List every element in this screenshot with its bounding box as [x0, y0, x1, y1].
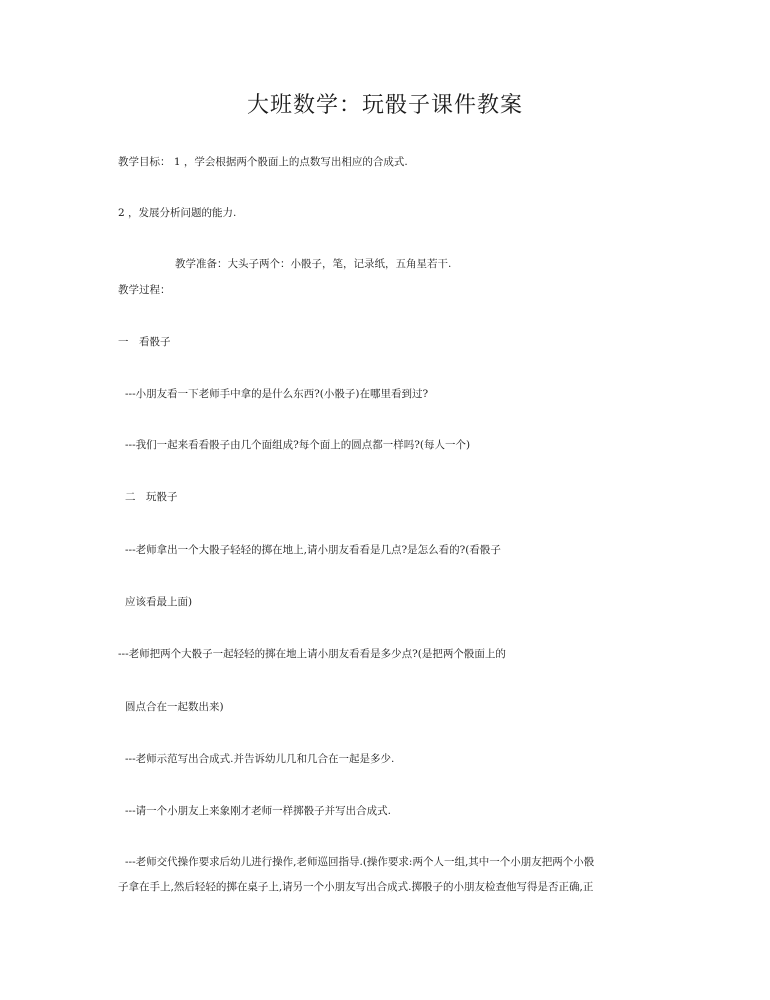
- paragraph-line: ---请一个小朋友上来象刚才老师一样掷骰子并写出合成式.: [125, 805, 391, 817]
- paragraph-line: 圆点合在一起数出来): [125, 701, 224, 713]
- paragraph-line: ---老师示范写出合成式.并告诉幼儿几和几合在一起是多少.: [125, 753, 395, 765]
- paragraph-line: 应该看最上面): [125, 596, 193, 608]
- paragraph-line: ---老师交代操作要求后幼儿进行操作,老师巡回指导.(操作要求:两个人一组,其中一个小朋友把两个小骰: [125, 856, 595, 868]
- document-title: 大班数学：玩骰子课件教案: [246, 93, 523, 118]
- section-heading-look-dice: 一 看骰子: [118, 336, 171, 348]
- paragraph-line: 子拿在手上,然后轻轻的掷在桌子上,请另一个小朋友写出合成式.掷骰子的小朋友检查他写得是否正确,正: [118, 881, 594, 893]
- paragraph-line: ---老师拿出一个大骰子轻轻的掷在地上,请小朋友看看是几点?是怎么看的?(看骰子: [125, 544, 501, 556]
- paragraph-line: ---小朋友看一下老师手中拿的是什么东西?(小骰子)在哪里看到过?: [125, 388, 429, 400]
- line-teaching-goal-1: 教学目标： 1 ，学会根据两个骰面上的点数写出相应的合成式.: [118, 156, 408, 168]
- line-teaching-goal-2: 2 ，发展分析问题的能力.: [118, 207, 237, 219]
- line-teaching-prep: 教学准备：大头子两个：小骰子，笔，记录纸，五角星若干.: [175, 258, 452, 270]
- paragraph-line: ---老师把两个大骰子一起轻轻的掷在地上请小朋友看看是多少点?(是把两个骰面上的: [118, 648, 506, 660]
- section-heading-play-dice: 二 玩骰子: [125, 491, 178, 503]
- line-teaching-process-heading: 教学过程：: [118, 284, 171, 296]
- paragraph-line: ---我们一起来看看骰子由几个面组成?每个面上的圆点都一样吗?(每人一个): [125, 439, 471, 451]
